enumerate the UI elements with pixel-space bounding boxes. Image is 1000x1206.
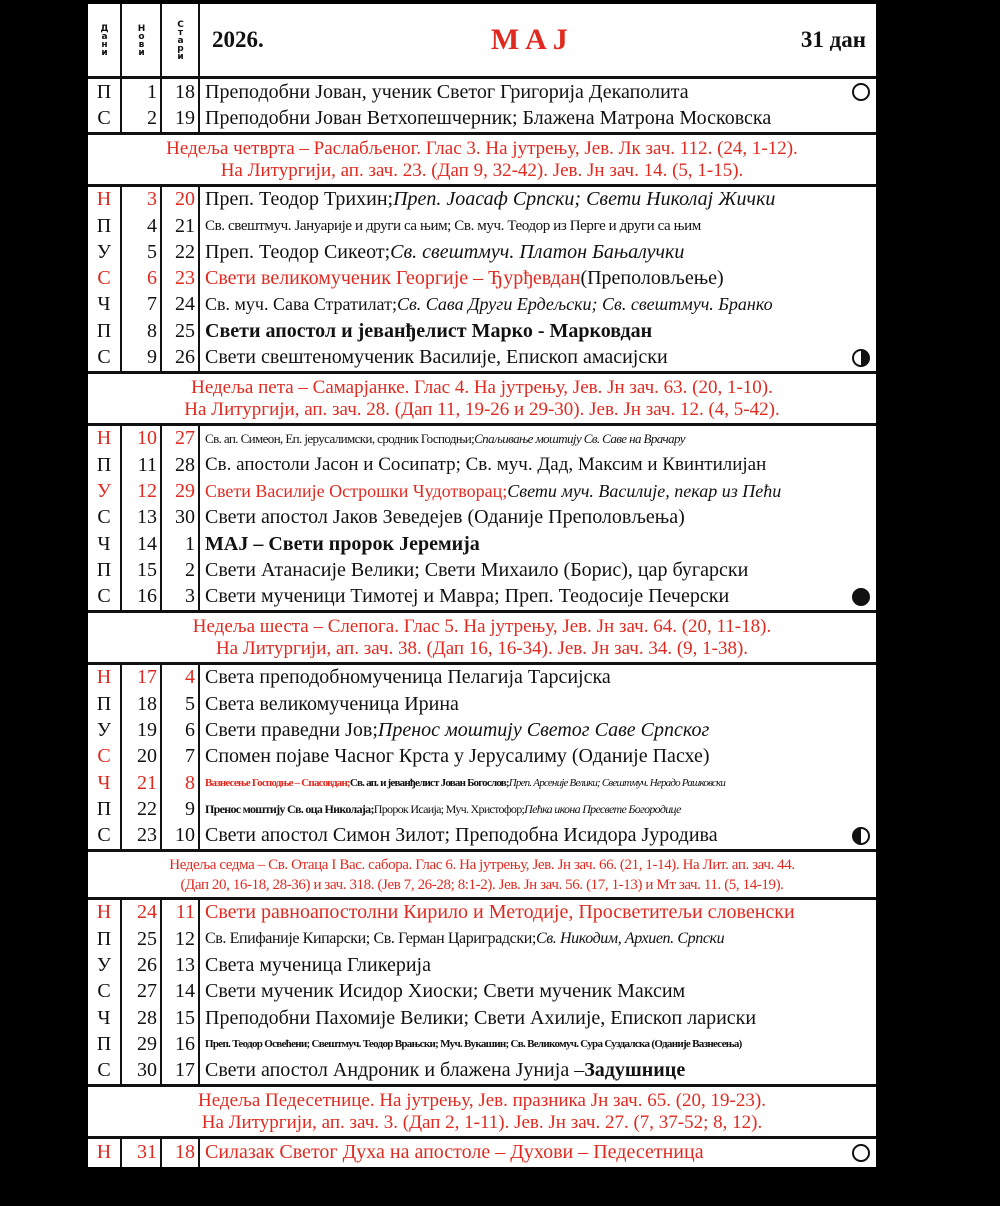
old-date: 14: [162, 979, 200, 1005]
readings-line: Недеља шеста – Слепога. Глас 5. На јутрењу, Јев. Јн зач. 64. (20, 11-18).: [192, 615, 772, 637]
new-date: 26: [122, 952, 162, 978]
feast-label-italic: Пећка икона Пресвете Богородице: [524, 801, 681, 816]
feast-label: Св. ап. Симеон, Еп. јерусалимски, сродник Господњи;: [205, 430, 475, 446]
old-date: 9: [162, 796, 200, 822]
old-date: 8: [162, 770, 200, 796]
new-date: 25: [122, 926, 162, 952]
feast-label: Свети праведни Јов;: [205, 718, 378, 741]
old-date: 6: [162, 717, 200, 743]
weekday: С: [88, 823, 122, 849]
feast-text: [200, 823, 876, 849]
sunday-readings: [88, 1084, 876, 1139]
old-date: 2: [162, 557, 200, 583]
new-date: 12: [122, 478, 162, 504]
new-date: 27: [122, 979, 162, 1005]
feast-label: Св. апостоли Јасон и Сосипатр; Св. муч. Дад, Максим и Квинтилијан: [205, 454, 767, 476]
new-date: 13: [122, 505, 162, 531]
day-row: [88, 213, 876, 239]
feast-text: [200, 1031, 876, 1057]
new-date: 7: [122, 292, 162, 318]
old-date: 3: [162, 583, 200, 609]
feast-text: [200, 505, 876, 531]
feast-text: [200, 239, 876, 265]
feast-label-italic: Спаљивање моштију Св. Саве на Врачару: [474, 430, 685, 446]
month-title: МАЈ: [490, 23, 574, 56]
feast-label-red: Вазнесење Господње – Спасовдан;: [205, 777, 350, 790]
feast-text: [200, 452, 876, 478]
feast-label-red: Свети равноапостолни Кирило и Методије, Просветитељи словенски: [205, 901, 795, 924]
sunday-readings: [88, 610, 876, 665]
old-date: 28: [162, 452, 200, 478]
weekday: Ч: [88, 531, 122, 557]
feast-label: Свети апостол Андроник и блажена Јунија –: [205, 1059, 585, 1082]
weekday: С: [88, 105, 122, 131]
feast-text: [200, 979, 876, 1005]
feast-text: [200, 557, 876, 583]
new-date: 17: [122, 665, 162, 691]
day-row: [88, 292, 876, 318]
day-row: [88, 318, 876, 344]
week-group-5: [88, 900, 876, 1084]
day-row: [88, 979, 876, 1005]
feast-text: [200, 531, 876, 557]
readings-line: На Литургији, ап. зач. 28. (Дап 11, 19-26 и 29-30). Јев. Јн зач. 12. (4, 5-42).: [184, 398, 780, 420]
feast-label-bold: Задушнице: [584, 1059, 686, 1082]
new-date: 18: [122, 691, 162, 717]
new-date: 21: [122, 770, 162, 796]
day-row: [88, 478, 876, 504]
weekday: Н: [88, 426, 122, 452]
old-date: 26: [162, 344, 200, 370]
days-count: 31 дан: [800, 27, 866, 52]
feast-text: [200, 318, 876, 344]
readings-line: Недеља седма – Св. Отаца I Вас. сабора. Глас 6. На јутрењу, Јев. Јн зач. 66. (21, 1-14). На Лит. ап. зач. 44.: [169, 856, 795, 873]
old-date: 24: [162, 292, 200, 318]
new-date: 3: [122, 187, 162, 213]
old-date: 16: [162, 1031, 200, 1057]
weekday: Н: [88, 665, 122, 691]
weekday: Н: [88, 187, 122, 213]
feast-text: [200, 105, 876, 131]
weekday: С: [88, 265, 122, 291]
day-row: [88, 1139, 876, 1167]
feast-text: [200, 426, 876, 452]
feast-text: [200, 344, 876, 370]
sunday-readings: [88, 132, 876, 187]
feast-text: [200, 900, 876, 926]
day-row: [88, 665, 876, 691]
feast-label-red: Свети великомученик Георгије – Ђурђевдан: [205, 267, 581, 290]
feast-label: МАЈ – Свети пророк Јеремија: [205, 532, 480, 555]
readings-line: Недеља Педесетнице. На јутрењу, Јев. празника Јн зач. 65. (20, 19-23).: [198, 1089, 766, 1111]
day-row: [88, 452, 876, 478]
weekday: С: [88, 979, 122, 1005]
feast-label: Свети свештеномученик Василије, Епископ амасијски: [205, 346, 668, 369]
new-date: 11: [122, 452, 162, 478]
old-date: 4: [162, 665, 200, 691]
feast-label: Пренос моштију Св. оца Николаја;: [205, 801, 374, 816]
weekday: П: [88, 557, 122, 583]
readings-line: (Дап 20, 16-18, 28-36) и зач. 318. (Јев 7, 26-28; 8:1-2). Јев. Јн зач. 56. (17, 1-13) и Мт зач. 11. (5, 14-19).: [180, 876, 784, 893]
old-date: 7: [162, 744, 200, 770]
feast-label-red: Свети Василије Острошки Чудотворац;: [205, 480, 508, 501]
feast-label: Преподобни Јован Ветхопешчерник; Блажена Матрона Московска: [205, 106, 772, 129]
feast-label-italic: Преп. Арсеније Велики; Свештмуч. Нерадо Рашковски: [508, 777, 726, 790]
day-row: [88, 505, 876, 531]
new-date: 28: [122, 1005, 162, 1031]
feast-text: [200, 952, 876, 978]
feast-text: [200, 926, 876, 952]
new-date: 20: [122, 744, 162, 770]
day-row: [88, 691, 876, 717]
feast-text: [200, 292, 876, 318]
feast-label: Свети мученик Исидор Хиоски; Свети мученик Максим: [205, 980, 686, 1003]
old-date: 29: [162, 478, 200, 504]
day-row: [88, 583, 876, 609]
feast-label: Свети апостол Симон Зилот; Преподобна Исидора Јуродива: [205, 824, 718, 847]
feast-text: [200, 478, 876, 504]
day-row: [88, 717, 876, 743]
weekday: У: [88, 952, 122, 978]
feast-text: [200, 665, 876, 691]
old-date: 11: [162, 900, 200, 926]
weekday: П: [88, 1031, 122, 1057]
new-date: 9: [122, 344, 162, 370]
weekday: У: [88, 478, 122, 504]
feast-text: [200, 770, 876, 796]
feast-label: Преп. Теодор Трихин;: [205, 188, 394, 211]
day-row: [88, 344, 876, 370]
weekday: П: [88, 452, 122, 478]
day-row: [88, 926, 876, 952]
day-row: [88, 796, 876, 822]
old-date: 1: [162, 531, 200, 557]
feast-label: Св. Епифаније Кипарски; Св. Герман Цариградски;: [205, 930, 536, 948]
new-date: 5: [122, 239, 162, 265]
year-label: 2026.: [212, 27, 264, 52]
feast-label: Преп. Теодор Сикеот;: [205, 240, 391, 263]
weekday: У: [88, 717, 122, 743]
sunday-readings: [88, 371, 876, 426]
day-row: [88, 1005, 876, 1031]
old-date: 12: [162, 926, 200, 952]
weekday: С: [88, 744, 122, 770]
weekday: П: [88, 213, 122, 239]
feast-label: Свети апостол Јаков Зеведејев (Оданије Преполовљења): [205, 506, 685, 529]
old-date: 20: [162, 187, 200, 213]
day-row: [88, 900, 876, 926]
feast-label: Преп. Теодор Освећени; Свештмуч. Теодор Врањски; Муч. Вукашин; Св. Великомуч. Сура Суздалска (Оданије Вазнесења): [205, 1038, 742, 1051]
feast-label-red: Силазак Светог Духа на апостоле – Духови – Педесетница: [205, 1141, 704, 1164]
old-date: 27: [162, 426, 200, 452]
week-group-1: [88, 79, 876, 132]
day-row: [88, 105, 876, 131]
day-row: [88, 1058, 876, 1084]
weekday: Н: [88, 900, 122, 926]
feast-text: [200, 691, 876, 717]
feast-label: Св. ап. и јеванђелист Јован Богослов;: [349, 777, 509, 790]
feast-label: Света великомученица Ирина: [205, 692, 459, 715]
new-date: 19: [122, 717, 162, 743]
feast-text: [200, 796, 876, 822]
old-date: 18: [162, 1139, 200, 1167]
old-date: 30: [162, 505, 200, 531]
new-date: 31: [122, 1139, 162, 1167]
weekday: С: [88, 344, 122, 370]
new-date: 23: [122, 823, 162, 849]
new-date: 30: [122, 1058, 162, 1084]
week-group-6: [88, 1139, 876, 1167]
old-date: 18: [162, 79, 200, 105]
weekday: Н: [88, 1139, 122, 1167]
feast-label: Свети апостол и јеванђелист Марко - Марковдан: [205, 319, 653, 342]
feast-label: Света преподобномученица Пелагија Тарсијска: [205, 666, 611, 689]
feast-text: [200, 1005, 876, 1031]
week-group-2: [88, 187, 876, 371]
sunday-readings: [88, 849, 876, 900]
weekday: П: [88, 318, 122, 344]
week-group-3: [88, 426, 876, 610]
weekday: П: [88, 796, 122, 822]
col-label-text: Стари: [175, 20, 186, 60]
day-row: [88, 744, 876, 770]
feast-text: [200, 265, 876, 291]
readings-line: На Литургији, ап. зач. 3. (Дап 2, 1-11). Јев. Јн зач. 27. (7, 37-52; 8, 12).: [201, 1111, 763, 1133]
weekday: У: [88, 239, 122, 265]
old-date: 23: [162, 265, 200, 291]
readings-line: На Литургији, ап. зач. 23. (Дап 9, 32-42). Јев. Јн зач. 14. (5, 1-15).: [220, 159, 744, 181]
feast-label-italic: Преп. Јоасаф Српски; Свети Николај Жички: [393, 188, 776, 211]
feast-label: Св. муч. Сава Стратилат;: [205, 294, 397, 315]
feast-label: Света мученица Гликерија: [205, 954, 431, 977]
old-date: 22: [162, 239, 200, 265]
feast-label: Свети мученици Тимотеј и Мавра; Преп. Теодосије Печерски: [205, 585, 730, 608]
day-row: [88, 1031, 876, 1057]
new-date: 22: [122, 796, 162, 822]
day-row: [88, 557, 876, 583]
weekday: С: [88, 583, 122, 609]
column-label-old-style: [162, 4, 200, 76]
weekday: П: [88, 79, 122, 105]
new-date: 10: [122, 426, 162, 452]
old-date: 10: [162, 823, 200, 849]
feast-text: [200, 187, 876, 213]
calendar-page: [88, 4, 876, 1167]
readings-line: Недеља пета – Самарјанке. Глас 4. На јутрењу, Јев. Јн зач. 63. (20, 1-10).: [191, 376, 773, 398]
weekday: П: [88, 926, 122, 952]
day-row: [88, 265, 876, 291]
full-moon-icon: [852, 1144, 870, 1162]
feast-text: [200, 717, 876, 743]
new-date: 4: [122, 213, 162, 239]
feast-label-italic: Св. свештмуч. Платон Бањалучки: [390, 240, 685, 263]
old-date: 19: [162, 105, 200, 131]
col-label-text: Нови: [136, 24, 147, 56]
day-row: [88, 952, 876, 978]
new-date: 6: [122, 265, 162, 291]
weekday: С: [88, 505, 122, 531]
feast-label: Свети Атанасије Велики; Свети Михаило (Борис), цар бугарски: [205, 558, 749, 581]
new-date: 1: [122, 79, 162, 105]
day-row: [88, 531, 876, 557]
feast-label: (Преполовљење): [580, 267, 724, 290]
old-date: 13: [162, 952, 200, 978]
feast-label: Преподобни Пахомије Велики; Свети Ахилије, Епископ лариски: [205, 1006, 757, 1029]
feast-text: [200, 1139, 876, 1167]
column-label-new-style: [122, 4, 162, 76]
weekday: С: [88, 1058, 122, 1084]
feast-label-italic: Свети муч. Василије, пекар из Пећи: [507, 480, 782, 501]
old-date: 21: [162, 213, 200, 239]
old-date: 15: [162, 1005, 200, 1031]
feast-label-italic: Св. Сава Други Ердељски; Св. свештмуч. Бранко: [396, 294, 773, 315]
new-date: 8: [122, 318, 162, 344]
new-date: 15: [122, 557, 162, 583]
readings-line: Недеља четврта – Раслабљеног. Глас 3. На јутрењу, Јев. Лк зач. 112. (24, 1-12).: [166, 137, 798, 159]
new-date: 2: [122, 105, 162, 131]
full-moon-icon: [852, 83, 870, 101]
feast-label: Преподобни Јован, ученик Светог Григорија Декаполита: [205, 80, 689, 103]
feast-label: Св. свештмуч. Јануарије и други са њим; Св. муч. Теодор из Перге и други са њим: [205, 217, 701, 234]
day-row: [88, 79, 876, 105]
day-row: [88, 426, 876, 452]
weekday: Ч: [88, 1005, 122, 1031]
new-date: 16: [122, 583, 162, 609]
col-label-text: Дани: [99, 24, 110, 56]
new-moon-icon: [852, 588, 870, 606]
weekday: Ч: [88, 770, 122, 796]
calendar-header: [88, 4, 876, 79]
old-date: 5: [162, 691, 200, 717]
weekday: П: [88, 691, 122, 717]
new-date: 24: [122, 900, 162, 926]
weekday: Ч: [88, 292, 122, 318]
title-area: [200, 4, 876, 76]
day-row: [88, 239, 876, 265]
feast-label-italic: Св. Никодим, Архиеп. Српски: [535, 930, 725, 948]
feast-text: [200, 213, 876, 239]
old-date: 25: [162, 318, 200, 344]
feast-text: [200, 583, 876, 609]
first-quarter-moon-icon: [852, 349, 870, 367]
readings-line: На Литургији, ап. зач. 38. (Дап 16, 16-34). Јев. Јн зач. 34. (9, 1-38).: [215, 637, 749, 659]
day-row: [88, 823, 876, 849]
new-date: 29: [122, 1031, 162, 1057]
feast-text: [200, 1058, 876, 1084]
feast-label-italic: Пренос моштију Светог Саве Српског: [377, 718, 710, 741]
feast-text: [200, 744, 876, 770]
day-row: [88, 770, 876, 796]
new-date: 14: [122, 531, 162, 557]
feast-label: Пророк Исаија; Муч. Христофор;: [373, 801, 525, 816]
feast-text: [200, 79, 876, 105]
day-row: [88, 187, 876, 213]
old-date: 17: [162, 1058, 200, 1084]
column-label-days: [88, 4, 122, 76]
feast-label: Спомен појаве Часног Крста у Јерусалиму (Оданије Пасхе): [205, 745, 710, 768]
week-group-4: [88, 665, 876, 849]
last-quarter-moon-icon: [852, 827, 870, 845]
